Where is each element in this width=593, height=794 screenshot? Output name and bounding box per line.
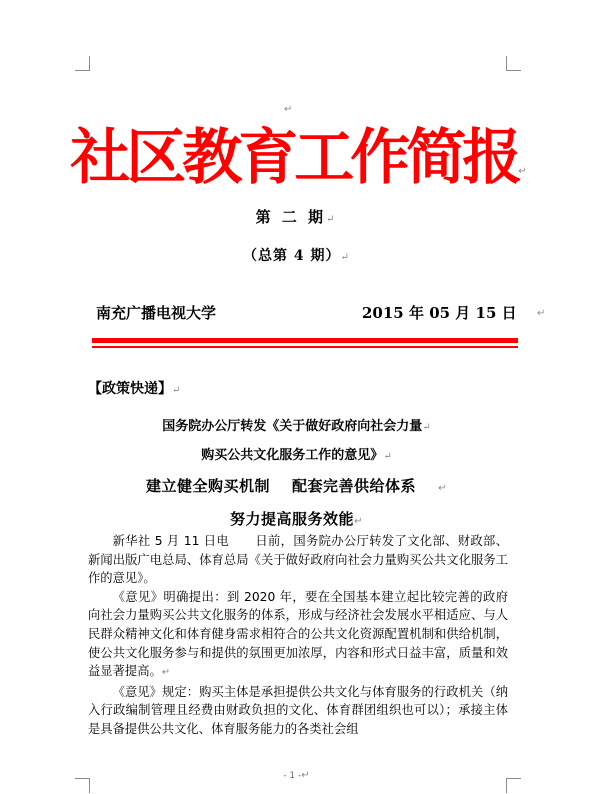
article-subtitle-line1: 国务院办公厅转发《关于做好政府向社会力量↵ (162, 419, 431, 434)
article-paragraph-1: 新华社 5 月 11 日电 日前，国务院办公厅转发了文化部、财政部、新闻出版广电总局、体育总局《关于做好政府向社会力量购买公共文化服务工作的意见》。 (88, 534, 508, 586)
crop-mark-top-left (75, 56, 90, 71)
paragraph-mark: ↵ (340, 252, 350, 263)
paragraph-mark: ↵ (301, 770, 310, 781)
header-rule-thick (92, 338, 518, 343)
issue-total: （总第 4 期）↵ (243, 248, 350, 264)
paragraph-mark: ↵ (172, 385, 181, 396)
header-rule-thin (92, 346, 518, 348)
crop-mark-top-right (506, 56, 521, 71)
article-body (88, 532, 508, 739)
paragraph-mark: ↵ (537, 308, 546, 319)
publish-date: 2015 年 05 月 15 日 (362, 304, 517, 322)
publisher-name: 南充广播电视大学 (96, 304, 217, 322)
paragraph-mark: ↵ (438, 483, 447, 494)
paragraph-mark: ↵ (422, 422, 431, 433)
page-number: - 1 -↵ (283, 770, 310, 781)
issue-number: 第 二 期↵ (255, 208, 338, 226)
section-label: 【政策快递】↵ (88, 381, 181, 397)
paragraph-mark: ↵ (518, 166, 523, 177)
paragraph-mark: ↵ (383, 451, 392, 462)
paragraph-mark: ↵ (284, 104, 293, 115)
article-paragraph-3: 《意见》规定：购买主体是承担提供公共文化与体育服务的行政机关（纳入行政编制管理且经费由财政负担的文化、体育群团组织也可以）；承接主体是具备提供公共文化、体育服务能力的各类社会组 (88, 684, 508, 736)
paragraph-mark: ↵ (161, 667, 171, 679)
article-subtitle-line2: 购买公共文化服务工作的意见》↵ (201, 448, 392, 463)
paragraph-mark: ↵ (354, 516, 363, 527)
paragraph-mark: ↵ (326, 214, 338, 225)
article-paragraph-2: 《意见》明确提出：到 2020 年，要在全国基本建立起比较完善的政府向社会力量购买公共文化服务的体系，形成与经济社会发展水平相适应、与人民群众精神文化和体育健身需求相符合的公共文化资源配置机制和供给机制，使公共文化服务参与和提供的氛围更加浓厚，内容和形式日益丰富，质量和效益显著提高。↵ (88, 589, 508, 679)
dateline: 新华社 5 月 11 日电 (112, 534, 230, 548)
article-headline-line1: 建立健全购买机制 配套完善供给体系 ↵ (146, 477, 447, 495)
masthead-title: 社区教育工作简报↵ (70, 123, 523, 193)
article-headline-line2: 努力提高服务效能↵ (230, 510, 363, 528)
